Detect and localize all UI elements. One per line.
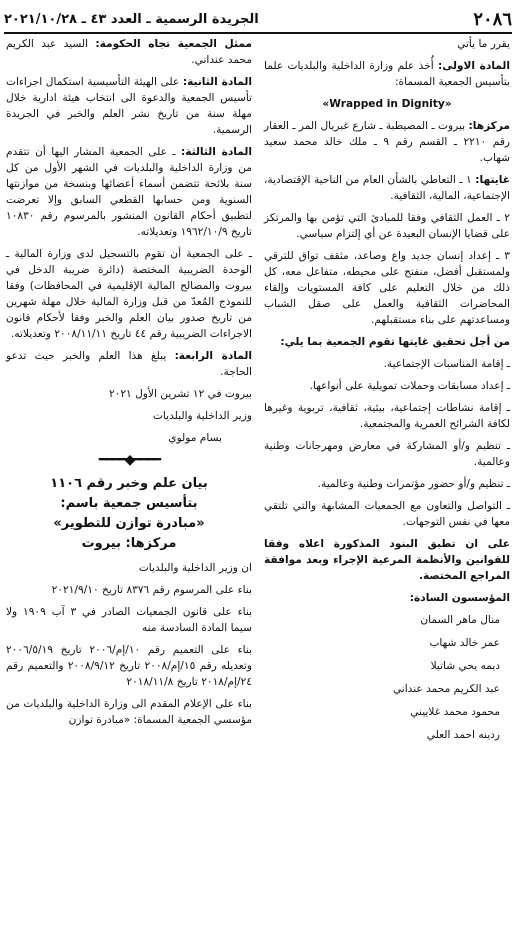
founder-name: منال ماهر السمان [420, 614, 500, 626]
activity-2: ـ إعداد مسابقات وحملات تمويلية على أنواعها. [309, 380, 510, 392]
founder-name: ديمه يحي شاتيلا [430, 660, 500, 672]
notice-subtitle: بتأسيس جمعية باسم: [60, 496, 198, 511]
association-name: «Wrapped in Dignity» [322, 98, 452, 110]
article-one: المادة الاولى: أُخذ علم وزارة الداخلية والبلديات علما بتأسيس الجمعية المسماة: [264, 60, 511, 88]
decree-basis: بناء على المرسوم رقم ٨٣٧٦ تاريخ ٢٠٢١/٩/١٠ [51, 584, 252, 596]
signature-name: بسام مولوي [168, 432, 222, 444]
notice-title: بيان علم وخبر رقم ١١٠٦ [50, 476, 208, 491]
decides-line: يقرر ما يأتي [457, 38, 510, 50]
activity-4: ـ تنظيم و/أو المشاركة في معارض ومهرجانات وطنية وعالمية. [264, 440, 510, 468]
minister-line: ان وزير الداخلية والبلديات [138, 562, 252, 574]
compliance-clause: على ان تطبق البنود المذكورة اعلاه وفقا للقوانين والأنظمة المرعية الإجراء وبعد موافقة المراجع المختصة. [264, 538, 510, 582]
activity-6: ـ التواصل والتعاون مع الجمعيات المشابهة والتي تلتقي معها في نفس التوجهات. [264, 500, 510, 528]
article-three: المادة الثالثة: ـ على الجمعية المشار اليها أن تتقدم من وزارة الداخلية والبلديات في الشهر الأول من كل سنة بلائحة تتضمن أسماء أعضائها وبنسخة من موازنتها السنوية ومن حسابها القطعي السابق وإلا تعرضت لتطبيق أحكام القانون المنشور بالمرسوم رقم ١٠٨٣٠ تاريخ ١٩٦٢/١٠/٩ وتعديلاته. [6, 146, 252, 238]
goal-2: ٢ ـ العمل الثقافي وفقا للمبادئ التي تؤمن بها والمرتكز على قضايا الإنسان البعيدة عن أي إلتزام سياسي. [264, 212, 510, 240]
page-header [4, 6, 512, 34]
gov-representative: ممثل الجمعية تجاه الحكومة: السيد عبد الكريم محمد عنداني. [6, 38, 252, 66]
goal-3: ٣ ـ إعداد إنسان جديد واع وصاعد، مثقف تواق للترقي ولمستقبل أفضل، منفتح على محيطه، متفاعل معه، كل ذلك من خلال التعليم على كافة المستويات وإلقاء المحاضرات الثقافية والعمل على صقل الشباب ومساعدتهم على بناء مستقبلهم. [264, 250, 510, 326]
activity-1: ـ إقامة المناسبات الإجتماعية. [383, 358, 510, 370]
article-four: المادة الرابعة: يبلغ هذا العلم والخبر حيث تدعو الحاجة. [6, 350, 252, 378]
notice-association-name: «مبادرة توازن للتطوير» [53, 516, 205, 531]
left-column [6, 36, 252, 734]
tax-registration: ـ على الجمعية أن تقوم بالتسجيل لدى وزارة المالية ـ الوحدة الضريبية المختصة (دائرة ضريبة الدخل في بيروت والمصالح المالية الإقليمية في المحافظات) وفقا للنموذج المُعدّ من قبل وزارة المالية خلال مهلة شهرين من تاريخ صدور بيان العلم والخبر وفقا لأحكام قانون الاجراءات الضريبية رقم ٤٤ تاريخ ٢٠٠٨/١١/١١ وتعديلاته. [6, 248, 252, 340]
section-divider: ━━━━◆━━━━ [98, 452, 160, 468]
founders-list [264, 612, 510, 743]
page-number: ٢٠٨٦ [473, 8, 512, 30]
signature-title: وزير الداخلية والبلديات [152, 410, 252, 422]
law-basis: بناء على قانون الجمعيات الصادر في ٣ آب ١٩٠٩ ولا سيما المادة السادسة منه [6, 606, 252, 634]
circular-basis: بناء على التعميم رقم ١٠/إم/٢٠٠٦ تاريخ ٢٠٠٦/٥/١٩ وتعديله رقم ١٥/إم/٢٠٠٨ تاريخ ٢٠٠٨/٩/١٢ والتعميم رقم ٢٤/إم/٢٠١٨ تاريخ ٢٠١٨/١١/٨ [6, 644, 252, 688]
founder-name: عبد الكريم محمد عنداني [392, 683, 500, 695]
article-two: المادة الثانية: على الهيئة التأسيسية استكمال اجراءات تأسيس الجمعية والدعوة الى انتخاب هيئة ادارية خلال مهلة سنة من تاريخ نشر العلم والخبر في الجريدة الرسمية. [6, 76, 252, 136]
activities-intro: من أجل تحقيق غايتها تقوم الجمعية بما يلي: [280, 336, 510, 348]
right-column [264, 36, 510, 750]
activity-3: ـ إقامة نشاطات إجتماعية، بيئية، ثقافية، تربوية وغيرها لكافة الشرائح العمرية والمجتمعية. [264, 402, 510, 430]
notice-headquarters: مركزها: بيروت [81, 536, 177, 551]
headquarters: مركزها: بيروت ـ المصيطبة ـ شارع غبريال المر ـ العقار رقم ٢٢١٠ ـ القسم رقم ٩ ـ ملك خالد محمد سعيد شهاب. [264, 120, 510, 164]
notification-basis: بناء على الإعلام المقدم الى وزارة الداخلية والبلديات من مؤسسي الجمعية المسماة: «مبادرة توازن [6, 698, 252, 726]
activity-5: ـ تنظيم و/أو حضور مؤتمرات وطنية وعالمية. [317, 478, 510, 490]
founder-name: محمود محمد غلاييني [410, 706, 500, 718]
founder-name: ردينه احمد العلي [426, 729, 500, 741]
founder-name: عمر خالد شهاب [429, 637, 500, 649]
goal-1: غايتها: ١ ـ التعاطي بالشأن العام من الناحية الإقتصادية، الإجتماعية، المالية، الثقافية. [264, 174, 510, 202]
issue-line: الجريدة الرسمية ـ العدد ٤٣ ـ ٢٠٢١/١٠/٢٨ [4, 11, 259, 27]
founders-title: المؤسسون السادة: [409, 592, 510, 604]
signature-date: بيروت في ١٢ تشرين الأول ٢٠٢١ [108, 388, 252, 400]
